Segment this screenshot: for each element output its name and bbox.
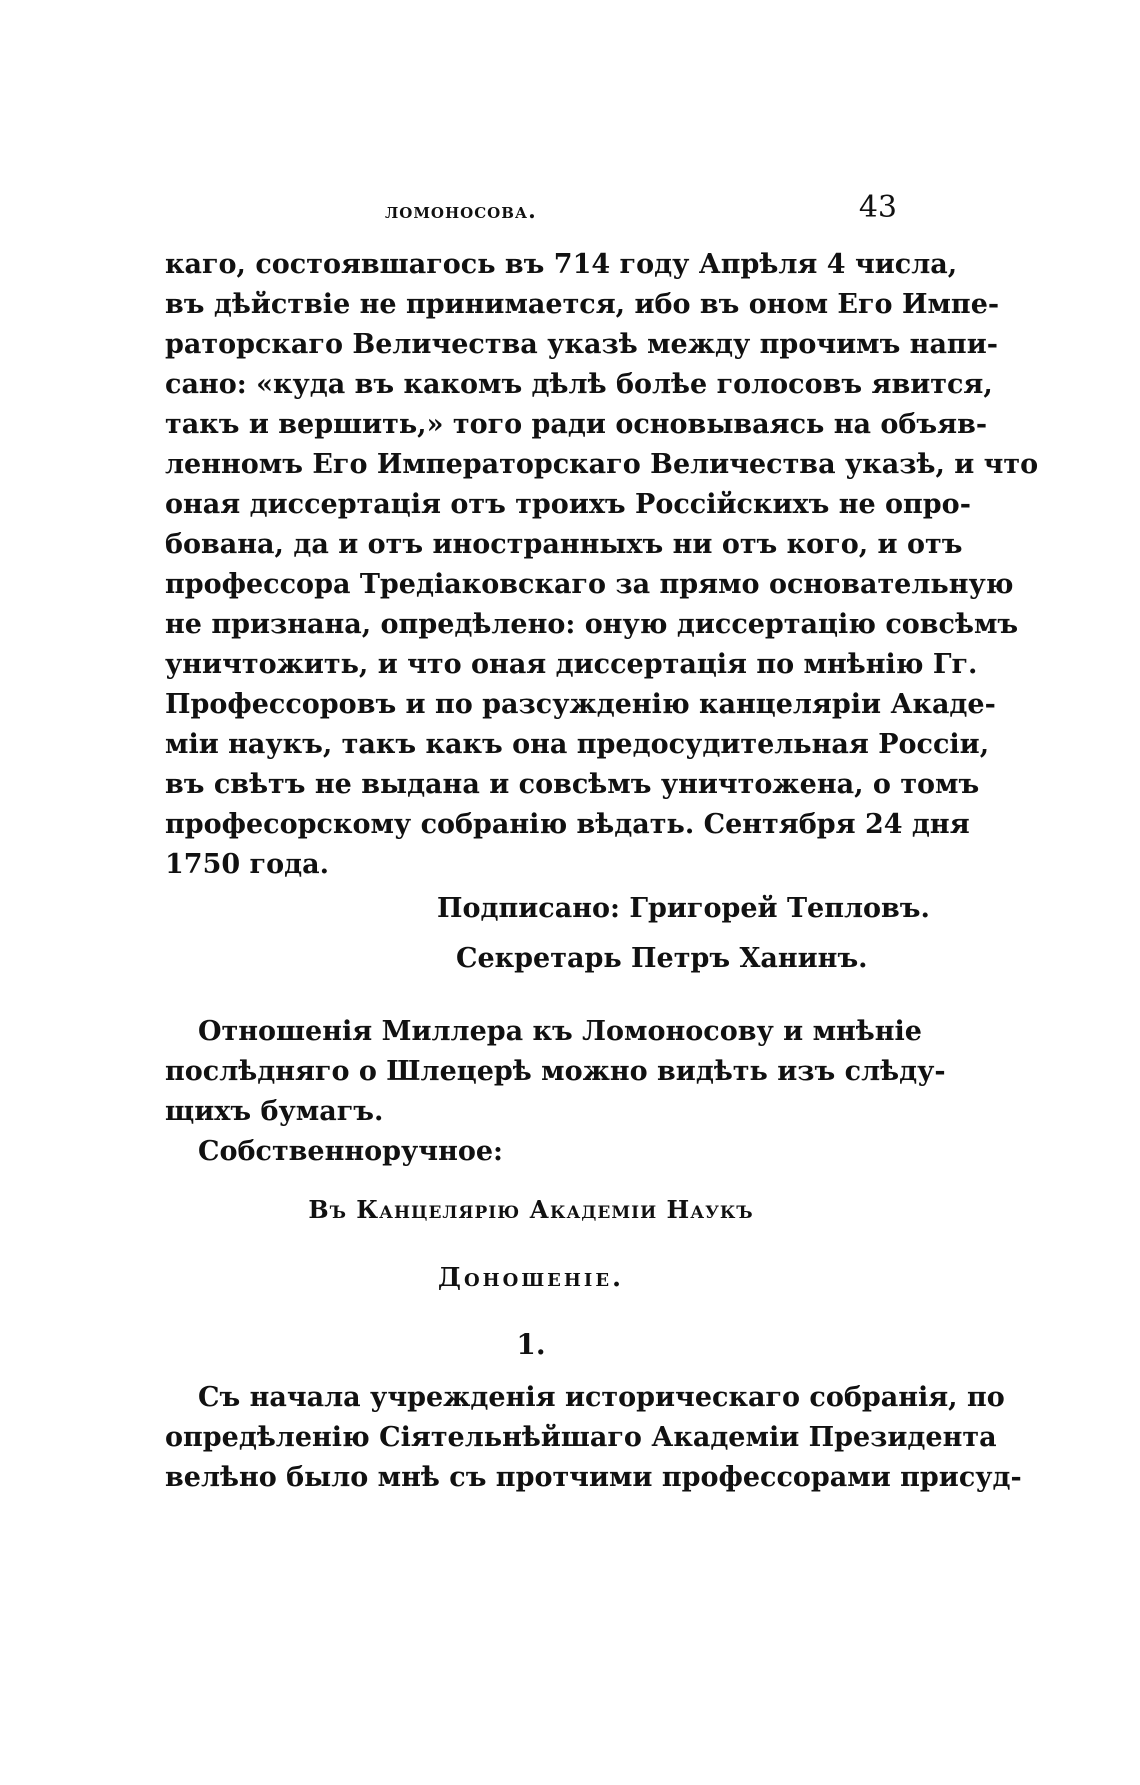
text-line: сано: «куда въ какомъ дѣлѣ болѣе голосовъ явится, [165, 369, 993, 400]
text-line: Собственноручное: [198, 1136, 503, 1167]
section-number: 1. [516, 1328, 546, 1361]
paragraph-3 [165, 1378, 1022, 1498]
text-line: міи наукъ, такъ какъ она предосудительная Россіи, [165, 729, 990, 760]
text-line: 1750 года. [165, 849, 329, 880]
paragraph-1 [165, 245, 1039, 885]
text-line: каго, состоявшагось въ 714 году Апрѣля 4 числа, [165, 249, 958, 280]
paragraph-2 [165, 1012, 946, 1172]
text-line: оная диссертація отъ троихъ Россійскихъ не опро- [165, 489, 971, 520]
text-line: бована, да и отъ иностранныхъ ни отъ кого, и отъ [165, 529, 963, 560]
running-head [165, 190, 897, 230]
text-line: профессора Тредіаковскаго за прямо основательную [165, 569, 1014, 600]
text-line: уничтожить, и что оная диссертація по мнѣнію Гг. [165, 649, 978, 680]
text-line: въ дѣйствіе не принимается, ибо въ оном Его Импе- [165, 289, 1000, 320]
text-line: такъ и вершить,» того ради основываясь на объяв- [165, 409, 988, 440]
text-line: раторскаго Величества указѣ между прочимъ напи- [165, 329, 998, 360]
text-line: ленномъ Его Императорскаго Величества указѣ, и что [165, 449, 1039, 480]
signature-secretary: Секретарь Петръ Ханинъ. [456, 943, 868, 974]
text-line: послѣдняго о Шлецерѣ можно видѣть изъ слѣду- [165, 1056, 946, 1087]
document-title: Доношеніе. [437, 1263, 625, 1293]
text-line: велѣно было мнѣ съ протчими профессорами присуд- [165, 1462, 1022, 1493]
text-line: професорскому собранію вѣдать. Сентября 24 дня [165, 809, 970, 840]
document-addressee: Въ Канцелярію Академіи Наукъ [308, 1195, 754, 1224]
text-line: Съ начала учрежденія историческаго собранія, по [198, 1382, 1005, 1413]
text-line: въ свѣтъ не выдана и совсѣмъ уничтожена, о томъ [165, 769, 980, 800]
text-line: щихъ бумагъ. [165, 1096, 384, 1127]
text-line: опредѣленію Сіятельнѣйшаго Академіи Президента [165, 1422, 997, 1453]
text-line: Отношенія Миллера къ Ломоносову и мнѣніе [198, 1016, 922, 1047]
text-line: не признана, опредѣлено: оную диссертацію совсѣмъ [165, 609, 1019, 640]
text-line: Профессоровъ и по разсужденію канцеляріи Акаде- [165, 689, 996, 720]
page-number: 43 [858, 190, 897, 225]
running-title: ломоносова. [385, 198, 537, 224]
signature-signed: Подписано: Григорей Тепловъ. [437, 893, 930, 924]
